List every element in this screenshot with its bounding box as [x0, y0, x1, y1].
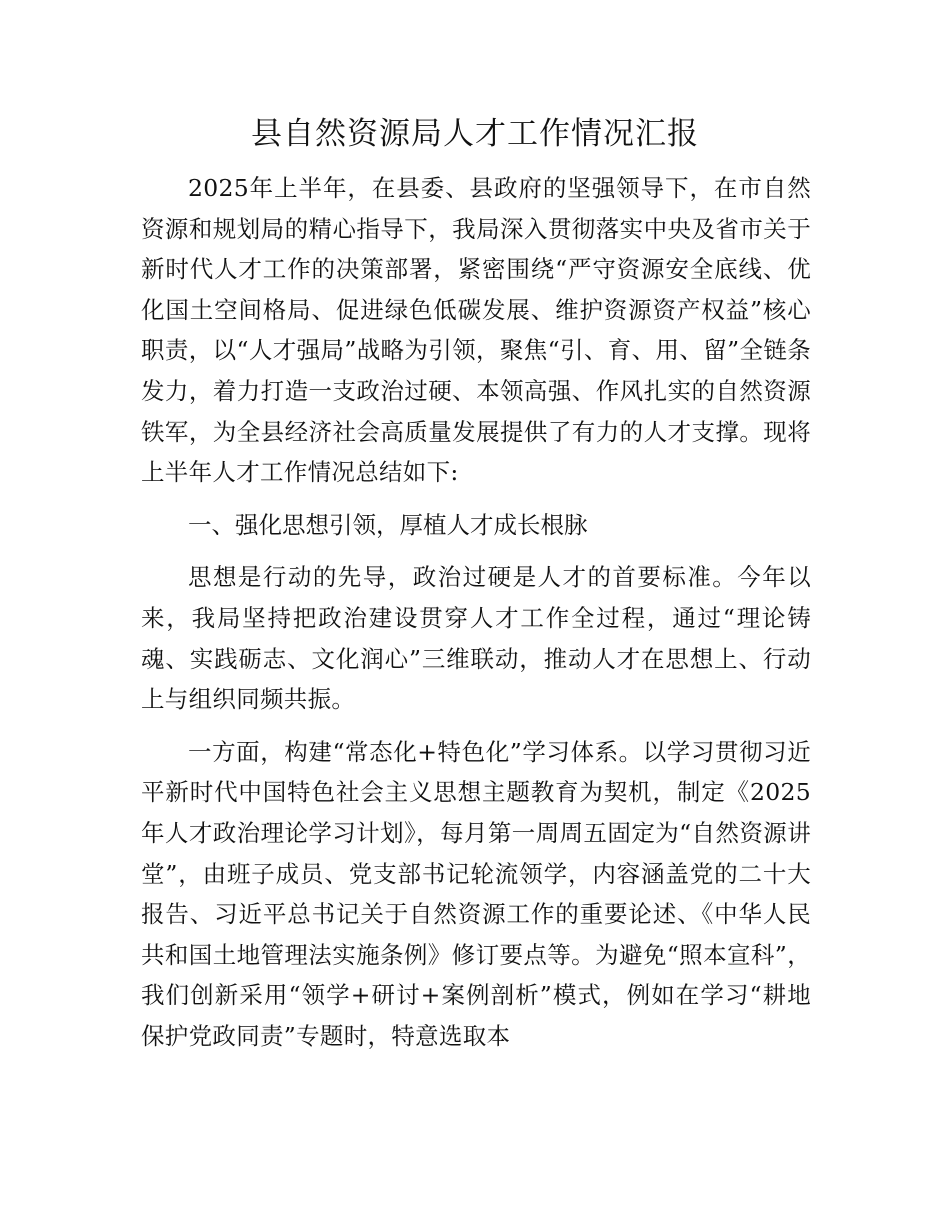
document-title: 县自然资源局人才工作情况汇报: [251, 116, 699, 152]
section-1-paragraph-2: 一方面，构建“常态化+特色化”学习体系。以学习贯彻习近平新时代中国特色社会主义思想主题教育为契机，制定《2025年人才政治理论学习计划》，每月第一周周五固定为“自然资源讲堂”，由班子成员、党支部书记轮流领学，内容涵盖党的二十大报告、习近平总书记关于自然资源工作的重要论述、《中华人民共和国土地管理法实施条例》修订要点等。为避免“照本宣科”，我们创新采用“领学+研讨+案例剖析”模式，例如在学习“耕地保护党政同责”专题时，特意选取本: [141, 737, 811, 1050]
intro-paragraph: 2025年上半年，在县委、县政府的坚强领导下，在市自然资源和规划局的精心指导下，我局深入贯彻落实中央及省市关于新时代人才工作的决策部署，紧密围绕“严守资源安全底线、优化国土空间格局、促进绿色低碳发展、维护资源资产权益”核心职责，以“人才强局”战略为引领，聚焦“引、育、用、留”全链条发力，着力打造一支政治过硬、本领高强、作风扎实的自然资源铁军，为全县经济社会高质量发展提供了有力的人才支撑。现将上半年人才工作情况总结如下:: [141, 174, 811, 487]
section-1-paragraph-1: 思想是行动的先导，政治过硬是人才的首要标准。今年以来，我局坚持把政治建设贯穿人才工作全过程，通过“理论铸魂、实践砺志、文化润心”三维联动，推动人才在思想上、行动上与组织同频共振。: [141, 563, 811, 714]
document-body: [141, 168, 811, 1056]
section-heading-1: 一、强化思想引领，厚植人才成长根脉: [188, 510, 588, 539]
